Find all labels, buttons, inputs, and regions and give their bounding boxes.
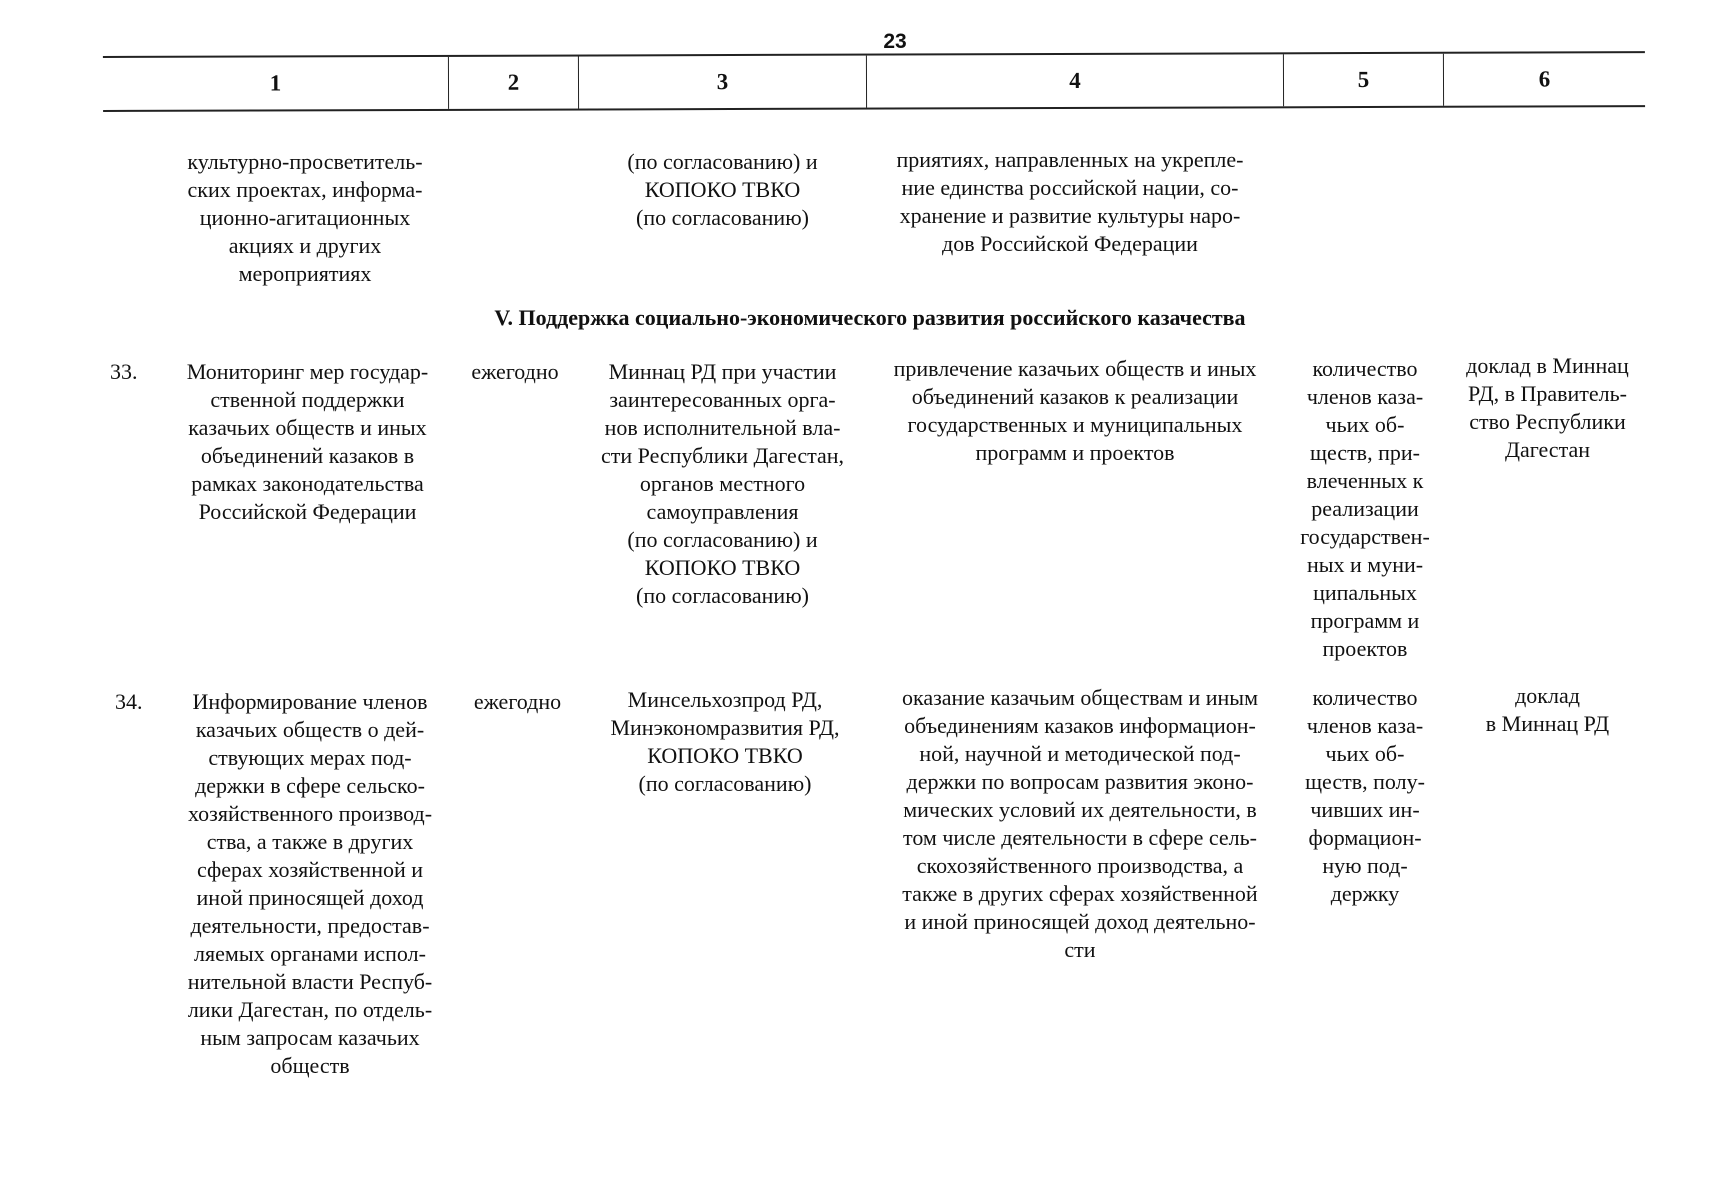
column-header-3: 3 xyxy=(578,56,866,109)
row-33-period: ежегодно xyxy=(471,359,559,384)
column-header-4: 4 xyxy=(866,54,1283,107)
continuation-col1: культурно-просветитель- ских проектах, информа- ционно-агитационных акциях и других мероприятиях xyxy=(187,149,423,286)
row-33-indicator: количество членов каза- чьих об- ществ, при- влеченных к реализации государствен- ных и муни- ципальных программ и проектов xyxy=(1300,356,1430,661)
row-number: 34. xyxy=(115,689,143,714)
row-33-responsible: Миннац РД при участии заинтересованных орга- нов исполнительной вла- сти Республики Дагестан, органов местного самоуправления (по согласованию) и КОПОКО ТВКО (по согласованию) xyxy=(600,359,845,608)
column-header-5: 5 xyxy=(1283,54,1443,107)
continuation-col4: приятиях, направленных на укрепле- ние единства российской нации, со- хранение и развитие культуры наро- дов Российской Федерации xyxy=(896,147,1244,256)
page-number: 23 xyxy=(883,30,907,53)
row-34-indicator: количество членов каза- чьих об- ществ, полу- чивших ин- формацион- ную под- держку xyxy=(1305,685,1425,906)
row-34-result: оказание казачьим обществам и иным объединениям казаков информацион- ной, научной и методической под- держки по вопросам развития эконо- мических условий их деятельности, в том числе деятельности в сфере сель- скохозяйственного производства, а также в других сферах хозяйственной и иной приносящей доход деятельно- сти xyxy=(901,685,1258,962)
row-33-result: привлечение казачьих обществ и иных объединений казаков к реализации государственных и муниципальных программ и проектов xyxy=(893,356,1257,465)
continuation-col3: (по согласованию) и КОПОКО ТВКО (по согласованию) xyxy=(627,149,818,230)
column-header-1: 1 xyxy=(269,70,282,96)
row-34-measure: Информирование членов казачьих обществ о дей- ствующих мерах под- держки в сфере сельско- хозяйственного производ- ства, а также в других сферах хозяйственной и иной приносящей доход деятельности, предостав- ляемых органами испол- нительной власти Респуб- лики Дагестан, по отдель- ным запросам казачьих обществ xyxy=(187,689,433,1078)
row-33-measure: Мониторинг мер государ- ственной поддержки казачьих обществ и иных объединений казаков в рамках законодательства Российской Федерации xyxy=(186,359,429,524)
column-header-6: 6 xyxy=(1443,53,1645,106)
row-33-report: доклад в Миннац РД, в Правитель- ство Республики Дагестан xyxy=(1466,353,1629,462)
row-34-responsible: Минсельхозпрод РД, Минэкономразвития РД, КОПОКО ТВКО (по согласованию) xyxy=(610,687,840,796)
row-number: 33. xyxy=(110,359,138,384)
section-title: V. Поддержка социально-экономического развития российского казачества xyxy=(494,305,1246,330)
table-header xyxy=(103,51,1645,112)
row-34-report: доклад в Миннац РД xyxy=(1485,683,1610,736)
column-header-2: 2 xyxy=(448,57,578,109)
row-34-period: ежегодно xyxy=(473,689,562,714)
